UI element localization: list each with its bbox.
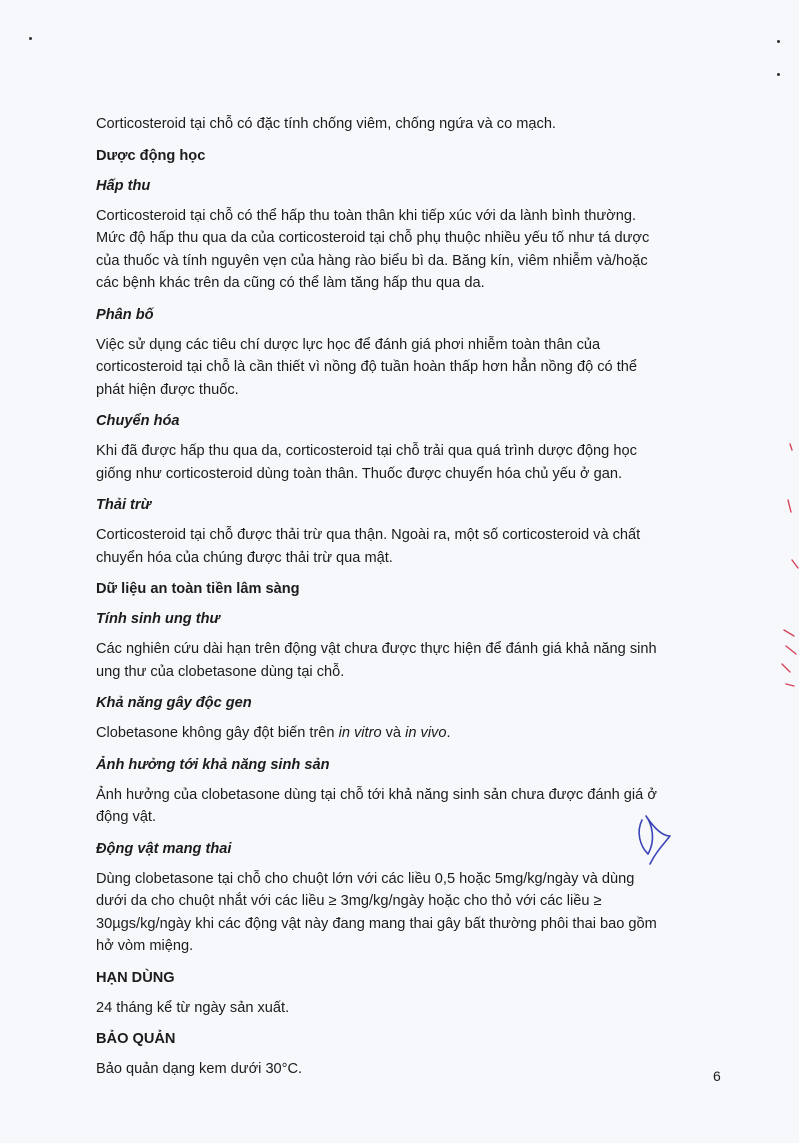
body-paragraph — [96, 334, 726, 402]
subsection-heading: Tính sinh ung thư — [96, 611, 220, 627]
subsection-heading: Chuyển hóa — [96, 413, 180, 429]
section-heading: HẠN DÙNG — [96, 969, 175, 986]
section-heading: Dược động học — [96, 147, 206, 164]
body-paragraph — [96, 1058, 726, 1081]
paragraph-segment: in vivo — [405, 725, 447, 741]
body-paragraph — [96, 997, 726, 1020]
body-paragraph — [96, 440, 726, 485]
paragraph-line: của thuốc và tính nguyên vẹn của hàng rào biểu bì da. Băng kín, viêm nhiễm và/hoặc — [96, 252, 648, 269]
scan-speck — [29, 37, 32, 40]
section-heading: BẢO QUẢN — [96, 1031, 176, 1047]
body-paragraph — [96, 524, 726, 569]
subsection-heading: Động vật mang thai — [96, 840, 232, 857]
subsection-heading: Khả năng gây độc gen — [96, 695, 252, 711]
body-paragraph — [96, 113, 726, 136]
paragraph-line: dưới da cho chuột nhắt với các liều ≥ 3mg/kg/ngày hoặc cho thỏ với các liều ≥ — [96, 893, 602, 909]
paragraph-line: giống như corticosteroid dùng toàn thân. Thuốc được chuyển hóa chủ yếu ở gan. — [96, 465, 623, 482]
paragraph-line: 24 tháng kể từ ngày sản xuất. — [96, 999, 290, 1016]
subsection-heading: Ảnh hưởng tới khả năng sinh sản — [96, 756, 330, 773]
paragraph-line: Corticosteroid tại chỗ có đặc tính chống viêm, chống ngứa và co mạch. — [96, 116, 556, 132]
body-paragraph — [96, 205, 726, 295]
scan-speck — [777, 73, 780, 76]
body-paragraph — [96, 868, 726, 958]
paragraph-line: corticosteroid tại chỗ là cần thiết vì nồng độ tuần hoàn thấp hơn hẳn nồng độ có thể — [96, 359, 638, 375]
paragraph-line: Các nghiên cứu dài hạn trên động vật chưa được thực hiện để đánh giá khả năng sinh — [96, 641, 657, 657]
paragraph-line: hở vòm miệng. — [96, 938, 194, 954]
section-heading: Dữ liệu an toàn tiền lâm sàng — [96, 581, 300, 597]
signature-mark — [626, 806, 684, 866]
subsection-heading: Hấp thu — [96, 177, 151, 194]
paragraph-line: Mức độ hấp thu qua da của corticosteroid tại chỗ phụ thuộc nhiều yếu tố như tá dược — [96, 230, 650, 246]
paragraph-line: chuyển hóa của chúng được thải trừ qua mật. — [96, 549, 393, 566]
document-body — [96, 113, 726, 1090]
body-paragraph — [96, 638, 726, 683]
paragraph-line: động vật. — [96, 809, 157, 825]
paragraph-line: Corticosteroid tại chỗ được thải trừ qua thận. Ngoài ra, một số corticosteroid và chất — [96, 527, 641, 543]
paragraph-line: Khi đã được hấp thu qua da, corticosteroid tại chỗ trải qua quá trình dược động học — [96, 443, 637, 459]
paragraph-segment: in vitro — [338, 725, 382, 741]
paragraph-line: phát hiện được thuốc. — [96, 381, 239, 398]
paragraph-line: các bệnh khác trên da cũng có thể làm tăng hấp thu qua da. — [96, 275, 485, 291]
paragraph-segment: . — [446, 725, 451, 741]
paragraph-segment: và — [381, 725, 406, 741]
paragraph-segment: Clobetasone không gây đột biến trên — [96, 725, 339, 741]
paragraph-line: ung thư của clobetasone dùng tại chỗ. — [96, 663, 345, 680]
scan-speck — [777, 40, 780, 43]
stamp-edge-mark — [768, 440, 799, 740]
paragraph-line: 30µgs/kg/ngày khi các động vật này đang mang thai gây bất thường phôi thai bao gồm — [96, 915, 657, 932]
paragraph-line: Ảnh hưởng của clobetasone dùng tại chỗ tới khả năng sinh sản chưa được đánh giá ở — [96, 786, 657, 803]
paragraph-line: Corticosteroid tại chỗ có thể hấp thu toàn thân khi tiếp xúc với da lành bình thường. — [96, 207, 637, 224]
paragraph-line: Bảo quản dạng kem dưới 30°C. — [96, 1061, 303, 1077]
body-paragraph — [96, 722, 726, 745]
subsection-heading: Phân bố — [96, 306, 154, 323]
subsection-heading: Thải trừ — [96, 497, 152, 513]
paragraph-line: Việc sử dụng các tiêu chí dược lực học để đánh giá phơi nhiễm toàn thân của — [96, 336, 601, 353]
paragraph-line: Dùng clobetasone tại chỗ cho chuột lớn với các liều 0,5 hoặc 5mg/kg/ngày và dùng — [96, 870, 635, 887]
page-number: 6 — [713, 1068, 721, 1084]
